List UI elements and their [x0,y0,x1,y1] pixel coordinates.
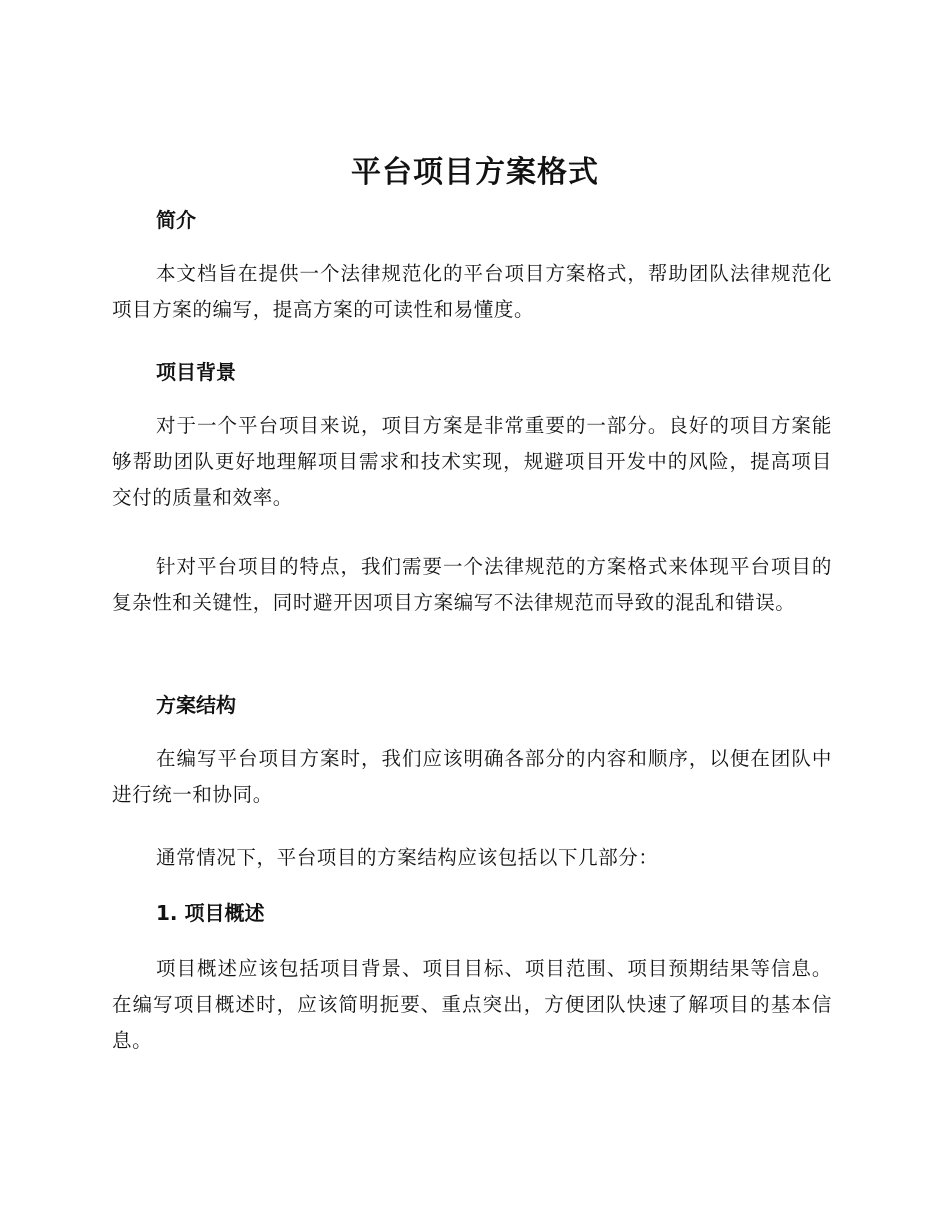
paragraph-structure-2: 通常情况下，平台项目的方案结构应该包括以下几部分： [156,846,659,869]
paragraph-overview-1: 项目概述应该包括项目背景、项目目标、项目范围、项目预期结果等信息。在编写项目概述时，应该简明扼要、重点突出，方便团队快速了解项目的基本信息。 [112,957,832,1052]
document-title: 平台项目方案格式 [351,155,599,190]
section-heading-structure: 方案结构 [156,693,236,717]
paragraph-background-1: 对于一个平台项目来说，项目方案是非常重要的一部分。良好的项目方案能够帮助团队更好地理解项目需求和技术实现，规避项目开发中的风险，提高项目交付的质量和效率。 [112,414,832,509]
paragraph-structure-1: 在编写平台项目方案时，我们应该明确各部分的内容和顺序，以便在团队中进行统一和协同。 [112,747,832,806]
section-heading-background: 项目背景 [156,360,236,384]
paragraph-intro-1: 本文档旨在提供一个法律规范化的平台项目方案格式，帮助团队法律规范化项目方案的编写，提高方案的可读性和易懂度。 [112,262,832,321]
section-heading-intro: 简介 [156,208,196,232]
paragraph-background-2: 针对平台项目的特点，我们需要一个法律规范的方案格式来体现平台项目的复杂性和关键性，同时避开因项目方案编写不法律规范而导致的混乱和错误。 [112,555,832,614]
section-heading-overview: 1. 项目概述 [156,901,265,925]
